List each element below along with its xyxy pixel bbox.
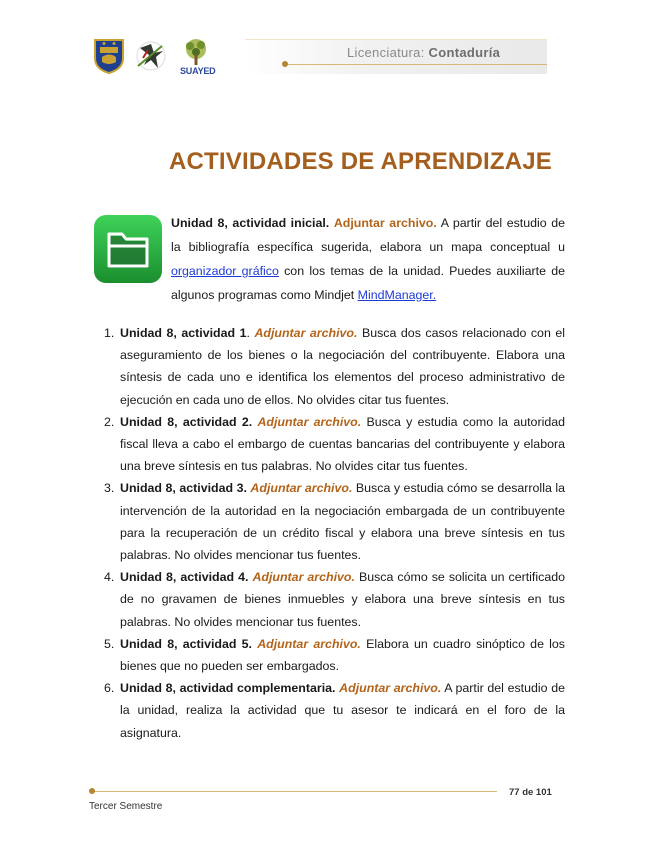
item-number: 1. (104, 326, 115, 340)
item-action: Adjuntar archivo. (339, 681, 442, 696)
item-action: Adjuntar archivo. (254, 326, 358, 340)
item-heading: Unidad 8, actividad 2. (120, 414, 253, 429)
page-title: ACTIVIDADES DE APRENDIZAJE (168, 148, 553, 175)
item-text: Busca dos casos relacionado con el aseguramiento de los bienes o la negociación del contribuyente. Elabora una síntesis de cada uno e identifica los elementos del proceso administrativo de ejecución en cada uno de ellos. No olvides citar tus fuentes. (120, 326, 566, 407)
fca-eagle-icon (134, 38, 168, 74)
semester-label: Tercer Semestre (89, 801, 163, 812)
folder-icon (93, 214, 163, 284)
list-item (104, 633, 565, 677)
item-number: 6. (104, 681, 115, 696)
footer-rule (92, 791, 497, 792)
intro-heading: Unidad 8, actividad inicial. (171, 216, 330, 230)
item-sep: . (246, 326, 255, 340)
header-rule (285, 64, 547, 65)
mindmanager-link[interactable]: MindManager. (357, 288, 437, 302)
item-text: Elabora un cuadro sinóptico de los bienes que no pueden ser embargados. (120, 636, 565, 674)
unam-shield-icon (92, 38, 126, 74)
item-action: Adjuntar archivo. (250, 481, 353, 496)
item-action: Adjuntar archivo. (257, 414, 362, 429)
list-item (104, 677, 565, 744)
suayed-tree-icon (176, 38, 216, 66)
suayed-label: SUAYED (180, 66, 216, 76)
list-item (104, 411, 565, 478)
program-banner (245, 39, 547, 74)
header-rule-dot (282, 61, 288, 67)
intro-paragraph (171, 211, 565, 307)
organizador-grafico-link[interactable]: organizador gráfico (171, 264, 279, 278)
item-action: Adjuntar archivo. (252, 570, 355, 585)
item-heading: Unidad 8, actividad 1 (120, 326, 247, 340)
item-heading: Unidad 8, actividad complementaria. (120, 681, 336, 696)
item-number: 3. (104, 481, 115, 496)
intro-text-2: con los temas de la unidad. Puedes auxiliarte de algunos programas como Mindjet (171, 264, 566, 302)
activities-list (104, 322, 565, 744)
intro-action: Adjuntar archivo. (333, 216, 437, 230)
item-number: 5. (104, 636, 115, 651)
program-prefix: Licenciatura: (347, 45, 425, 60)
list-item (104, 566, 565, 633)
page-number: 77 de 101 (509, 787, 552, 798)
list-item (104, 322, 565, 411)
program-name: Contaduría (428, 45, 501, 60)
item-number: 2. (104, 414, 115, 429)
item-heading: Unidad 8, actividad 3. (120, 481, 247, 496)
item-heading: Unidad 8, actividad 5. (120, 636, 252, 651)
footer-rule-dot (89, 788, 95, 794)
item-text: A partir del estudio de la unidad, realiza la actividad que tu asesor te indicará en el foro de la asignatura. (120, 681, 565, 740)
item-number: 4. (104, 570, 115, 585)
header-logos (92, 38, 216, 78)
item-text: Busca cómo se solicita un certificado de no gravamen de bienes inmuebles y elabora una breve síntesis en tus palabras. No olvides mencionar tus fuentes. (120, 570, 565, 629)
item-heading: Unidad 8, actividad 4. (120, 570, 249, 585)
item-action: Adjuntar archivo. (257, 636, 361, 651)
item-text: Busca y estudia como la autoridad fiscal lleva a cabo el embargo de cuentas bancarias del contribuyente y elabora una breve síntesis en tus palabras. No olvides citar tus fuentes. (120, 414, 565, 474)
intro-text-1: A partir del estudio de la bibliografía específica sugerida, elabora un mapa conceptual u (171, 216, 565, 254)
list-item (104, 477, 565, 566)
item-text: Busca y estudia cómo se desarrolla la intervención de la autoridad en la negociación embargada de un contribuyente para la recuperación de un crédito fiscal y elabora una breve síntesis en tus palabras. No olvides mencionar tus fuentes. (120, 481, 565, 563)
program-label (347, 45, 500, 60)
